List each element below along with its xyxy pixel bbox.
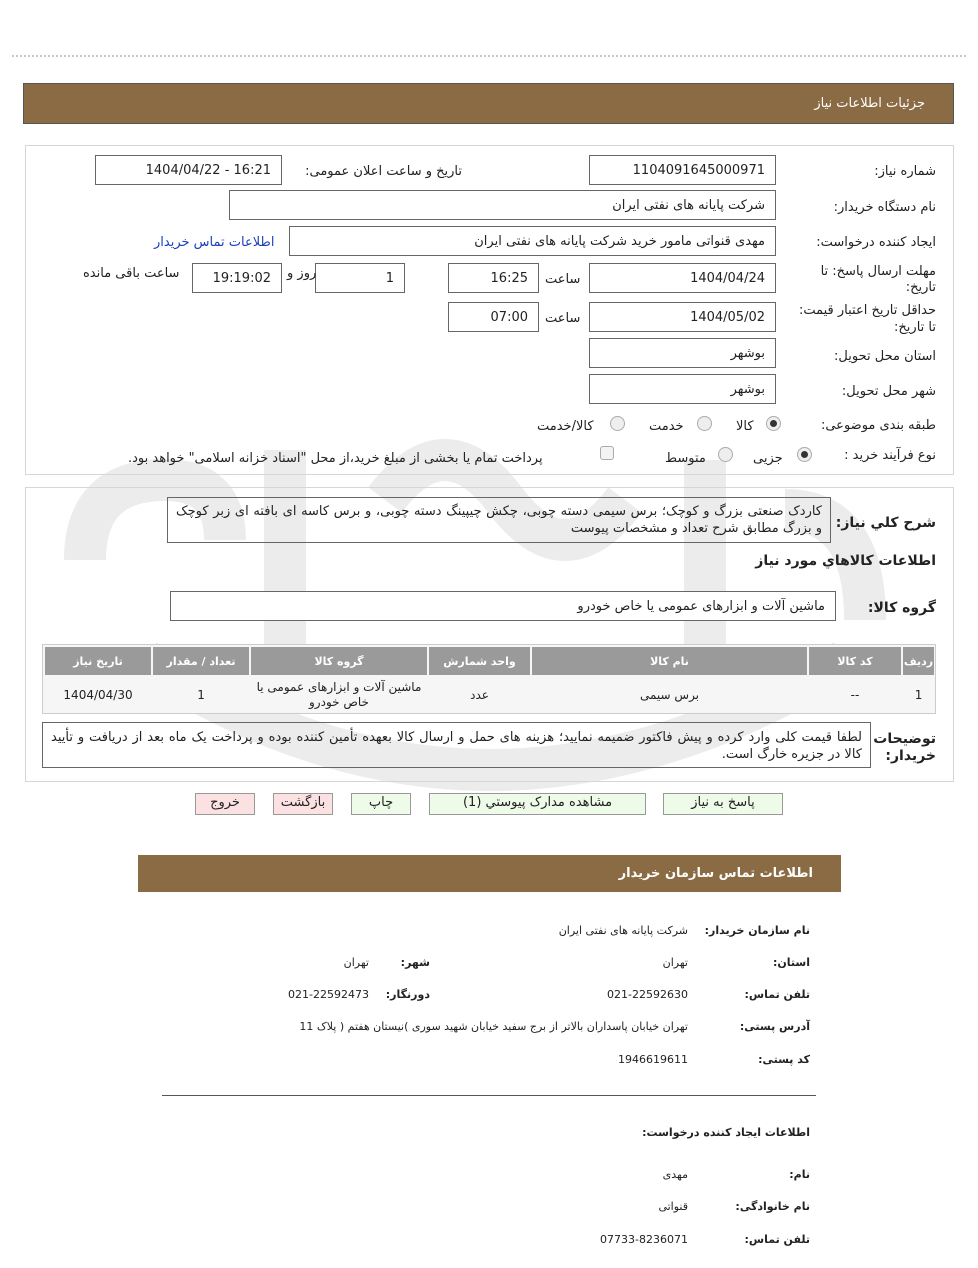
contact-fax-label: دورنگار: (385, 988, 430, 1001)
process-label: نوع فرآیند خرید : (844, 448, 936, 463)
notes-label-line2: خریدار: (885, 748, 936, 764)
validity-time-label: ساعت (545, 311, 581, 326)
requester-name-value: مهدی (662, 1168, 688, 1181)
requester-label: ایجاد کننده درخواست: (816, 235, 936, 250)
province-label: استان محل تحویل: (834, 349, 936, 364)
requester-phone-label: تلفن تماس: (744, 1233, 810, 1246)
need-number-field: 1104091645000971 (589, 155, 776, 185)
view-attachments-button[interactable]: مشاهده مدارک پیوستي (1) (429, 793, 646, 815)
table-header-name: نام کالا (532, 647, 807, 675)
city-label: شهر محل تحویل: (841, 384, 936, 399)
contact-section-header (138, 855, 841, 892)
announce-date-label: تاریخ و ساعت اعلان عمومی: (305, 164, 462, 179)
goods-group-label: گروه کالا: (867, 600, 936, 616)
deadline-time-field: 16:25 (448, 263, 539, 293)
requester-family-label: نام خانوادگی: (735, 1200, 810, 1213)
row-qty: 1 (197, 688, 205, 702)
row-code: -- (850, 688, 860, 702)
validity-date-field: 1404/05/02 (589, 302, 776, 332)
validity-time-field: 07:00 (448, 302, 539, 332)
notes-text: لطفا قیمت کلی وارد کرده و پیش فاکتور ضمیمه نمایید؛ هزینه های حمل و ارسال کالا بعهده تأمین کننده بوده و پرداخت یک ماه بعد از دریافت و تأیید کالا در جزیره خارگ است. (42, 722, 871, 768)
treasury-payment-checkbox[interactable] (600, 446, 614, 460)
need-number-label: شماره نیاز: (874, 164, 936, 179)
requester-phone-value: 07733-8236071 (600, 1233, 688, 1246)
contact-address-label: آدرس پستی: (739, 1020, 810, 1033)
contact-city-value: تهران (343, 956, 369, 969)
row-name: برس سیمی (639, 688, 700, 702)
remaining-time-label: ساعت باقی مانده (83, 266, 180, 281)
contact-phone-value: 021-22592630 (607, 988, 688, 1001)
contact-province-value: تهران (662, 956, 688, 969)
contact-fax-value: 021-22592473 (288, 988, 369, 1001)
announce-date-value: 1404/04/22 - 16:21 (145, 162, 271, 178)
category-option-goods-service: کالا/خدمت (537, 419, 594, 434)
table-header-date: تاریخ نیاز (45, 647, 151, 675)
process-option-medium: متوسط (665, 451, 706, 466)
row-unit: عدد (470, 688, 489, 702)
row-number: 1 (914, 688, 923, 702)
exit-button[interactable]: خروج (195, 793, 255, 815)
contact-address-value: تهران خیابان پاسداران بالاتر از برج سفید خیابان شهید سوری )نیستان هفتم ( پلاک 11 (299, 1020, 688, 1033)
page-header (23, 83, 954, 124)
summary-text: کاردک صنعتی بزرگ و کوچک؛ برس سیمی دسته چوبی، چکش چیپینگ دسته چوبی، و برس کاسه ای بافته ای زبر کوچک و بزرگ مطابق شرح تعداد و مشخصات پیوست (167, 497, 831, 543)
contact-postal-label: کد پستی: (758, 1053, 810, 1066)
table-header-unit: واحد شمارش (429, 647, 530, 675)
process-radio-medium[interactable] (718, 447, 733, 462)
notes-label-line1: توضیحات (873, 731, 936, 747)
top-divider (12, 55, 966, 57)
contact-phone-label: تلفن تماس: (744, 988, 810, 1001)
requester-name-label: نام: (789, 1168, 810, 1181)
buyer-contact-link[interactable]: اطلاعات تماس خریدار (154, 235, 275, 250)
reply-button[interactable]: پاسخ به نیاز (663, 793, 783, 815)
validity-label-line2: تا تاریخ: (894, 320, 936, 335)
validity-label-line1: حداقل تاریخ اعتبار قیمت: (798, 303, 936, 318)
remaining-time-field: 19:19:02 (192, 263, 282, 293)
goods-group-field: ماشین آلات و ابزارهای عمومی یا خاص خودرو (170, 591, 836, 621)
announce-date-field (95, 155, 282, 185)
deadline-date-field: 1404/04/24 (589, 263, 776, 293)
category-radio-service[interactable] (697, 416, 712, 431)
process-option-minor: جزیی (753, 451, 783, 466)
table-header-code: کد کالا (809, 647, 901, 675)
contact-province-label: استان: (773, 956, 810, 969)
table-header-group: گروه کالا (251, 647, 427, 675)
summary-label: شرح کلي نياز: (835, 515, 936, 531)
requester-family-value: قنواتی (658, 1200, 688, 1213)
deadline-label-line1: مهلت ارسال پاسخ: تا (820, 264, 936, 279)
contact-postal-value: 1946619611 (618, 1053, 688, 1066)
days-label: روز و (287, 266, 317, 281)
deadline-time-label: ساعت (545, 272, 581, 287)
table-header-row-num: رديف (903, 647, 934, 675)
category-radio-goods-service[interactable] (610, 416, 625, 431)
row-group: ماشین آلات و ابزارهای عمومی یا خاص خودرو (256, 680, 422, 709)
back-button[interactable]: بازگشت (273, 793, 333, 815)
province-field: بوشهر (589, 338, 776, 368)
category-radio-goods[interactable] (766, 416, 781, 431)
requester-info-title: اطلاعات ایجاد کننده درخواست: (642, 1126, 810, 1139)
requester-field: مهدی قنواتی مامور خرید شرکت پایانه های نفتی ایران (289, 226, 776, 256)
contact-divider (162, 1095, 816, 1096)
contact-section-title: اطلاعات تماس سازمان خریدار (618, 866, 813, 881)
days-field: 1 (315, 263, 405, 293)
row-date: 1404/04/30 (63, 688, 133, 702)
buyer-org-field: شرکت پایانه های نفتی ایران (229, 190, 776, 220)
contact-org-label: نام سازمان خریدار: (704, 924, 810, 937)
category-option-goods: کالا (736, 419, 754, 434)
contact-city-label: شهر: (400, 956, 430, 969)
deadline-label-line2: تاریخ: (905, 280, 936, 295)
category-label: طبقه بندی موضوعی: (820, 418, 936, 433)
treasury-payment-note: پرداخت تمام یا بخشی از مبلغ خرید،از محل "اسناد خزانه اسلامی" خواهد بود. (128, 451, 543, 466)
print-button[interactable]: چاپ (351, 793, 411, 815)
process-radio-minor[interactable] (797, 447, 812, 462)
city-field: بوشهر (589, 374, 776, 404)
goods-info-title: اطلاعات کالاهاي مورد نياز (755, 553, 936, 569)
buyer-org-label: نام دستگاه خریدار: (833, 200, 936, 215)
table-header-qty: تعداد / مقدار (153, 647, 249, 675)
contact-org-value: شرکت پایانه های نفتی ایران (558, 924, 688, 937)
page-title: جزئیات اطلاعات نیاز (814, 96, 925, 111)
category-option-service: خدمت (649, 419, 684, 434)
